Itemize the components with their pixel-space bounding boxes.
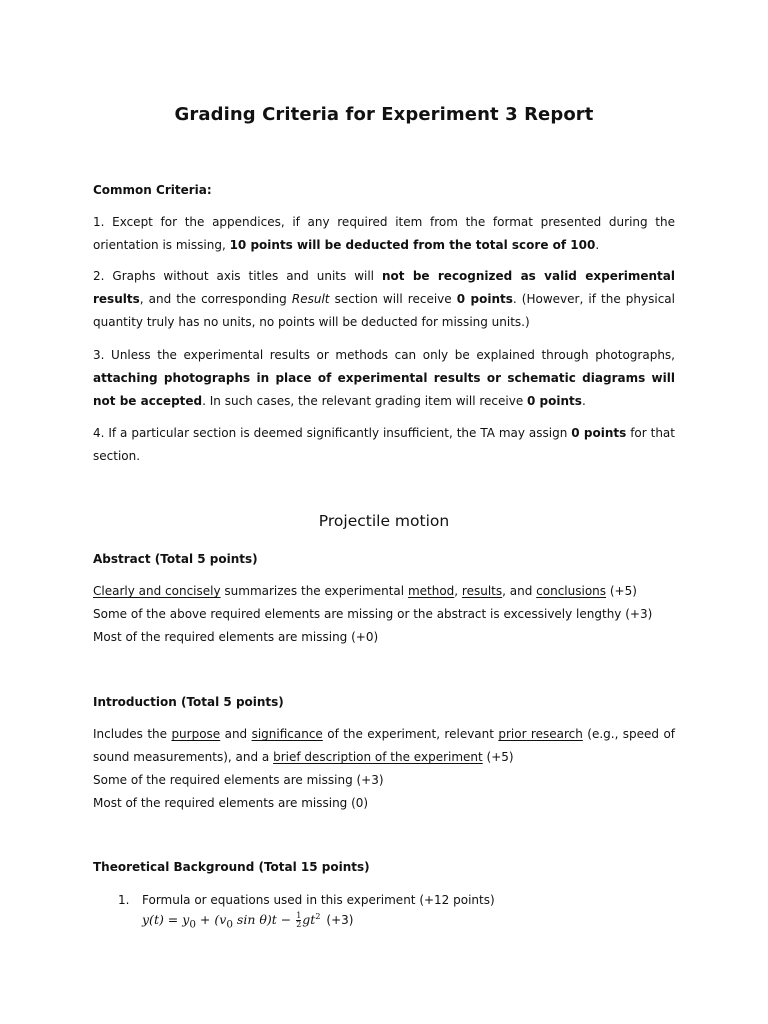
theory-item-number: 1. bbox=[118, 893, 130, 907]
common-criteria-heading: Common Criteria: bbox=[93, 183, 212, 197]
criterion-1-end: . bbox=[595, 238, 600, 252]
intro-text-1: Includes the bbox=[93, 727, 172, 741]
criterion-3-text: 3. Unless the experimental results or methods can only be explained through photographs, bbox=[93, 348, 675, 362]
criterion-2-points: 0 points bbox=[456, 292, 513, 306]
intro-underline-significance: significance bbox=[251, 727, 323, 741]
equation-sub-0: 0 bbox=[189, 918, 196, 931]
criterion-2-emphasis: not be recognized as valid experimental results bbox=[93, 269, 675, 306]
criterion-3 bbox=[93, 344, 675, 413]
criterion-2-italic: Result bbox=[291, 292, 330, 306]
section-title: Projectile motion bbox=[318, 512, 450, 530]
theory-heading: Theoretical Background (Total 15 points) bbox=[93, 860, 370, 874]
intro-underline-prior-research: prior research bbox=[498, 727, 583, 741]
criterion-1-emphasis: 10 points will be deducted from the total score of 100 bbox=[229, 238, 596, 252]
theory-item-1 bbox=[118, 889, 495, 912]
abstract-underline-1: Clearly and concisely bbox=[93, 584, 221, 598]
document-title: Grading Criteria for Experiment 3 Report bbox=[174, 104, 594, 125]
abstract-points-1: (+5) bbox=[606, 584, 637, 598]
intro-text-4: (e.g., speed of sound measurements), and a bbox=[93, 727, 676, 764]
criterion-3-emphasis: attaching photographs in place of experimental results or schematic diagrams will not be accepted bbox=[93, 371, 675, 408]
criterion-2-text-3: section will receive bbox=[329, 292, 457, 306]
criterion-3-points: 0 points bbox=[527, 394, 582, 408]
criterion-2-text: 2. Graphs without axis titles and units will bbox=[93, 269, 382, 283]
intro-text-2: and bbox=[220, 727, 252, 741]
fraction-numerator: 1 bbox=[296, 911, 302, 921]
abstract-underline-conclusions: conclusions bbox=[536, 584, 607, 598]
equation-gt: gt bbox=[302, 912, 316, 928]
criterion-1 bbox=[93, 211, 675, 257]
intro-points-1: (+5) bbox=[482, 750, 514, 764]
equation-points: (+3) bbox=[326, 913, 354, 928]
criterion-4-text: 4. If a particular section is deemed significantly insufficient, the TA may assign bbox=[93, 426, 572, 440]
criterion-4-points: 0 points bbox=[571, 426, 627, 440]
intro-underline-description: brief description of the experiment bbox=[273, 750, 483, 764]
abstract-text-1: summarizes the experimental bbox=[220, 584, 408, 598]
abstract-line-1 bbox=[93, 580, 675, 603]
introduction-line-2: Some of the required elements are missing (+3) bbox=[93, 773, 384, 787]
abstract-underline-method: method bbox=[407, 584, 455, 598]
abstract-criteria bbox=[93, 580, 675, 649]
abstract-line-2: Some of the above required elements are missing or the abstract is excessively lengthy (+3) bbox=[93, 607, 653, 621]
projectile-equation bbox=[142, 912, 353, 931]
fraction-denominator: 2 bbox=[296, 920, 302, 930]
equation-superscript: 2 bbox=[315, 912, 321, 921]
introduction-line-3: Most of the required elements are missing (0) bbox=[93, 796, 369, 810]
abstract-text-2: , and bbox=[502, 584, 537, 598]
intro-underline-purpose: purpose bbox=[171, 727, 221, 741]
introduction-heading: Introduction (Total 5 points) bbox=[93, 695, 284, 709]
criterion-4 bbox=[93, 422, 675, 468]
introduction-criteria bbox=[93, 723, 675, 815]
criterion-2 bbox=[93, 265, 675, 334]
criterion-3-end: . bbox=[581, 394, 586, 408]
equation-fraction bbox=[296, 912, 301, 929]
equation-sin: sin θ)t − bbox=[232, 912, 296, 928]
equation-mid: + (v bbox=[195, 912, 227, 928]
introduction-line-1 bbox=[93, 723, 675, 769]
abstract-comma-1: , bbox=[454, 584, 462, 598]
intro-text-3: of the experiment, relevant bbox=[322, 727, 499, 741]
criterion-2-text-2: , and the corresponding bbox=[139, 292, 292, 306]
criterion-2-end: . (However, if the physical quantity truly has no units, no points will be deducted for missing units.) bbox=[93, 292, 675, 329]
abstract-underline-results: results bbox=[461, 584, 503, 598]
criterion-4-end: for that section. bbox=[93, 426, 675, 463]
equation-lhs: y(t) = y bbox=[142, 912, 190, 928]
criterion-1-text: 1. Except for the appendices, if any required item from the format presented during the orientation is missing, bbox=[93, 215, 675, 252]
theory-item-text: Formula or equations used in this experiment (+12 points) bbox=[142, 893, 495, 907]
criterion-3-text-2: . In such cases, the relevant grading item will receive bbox=[202, 394, 528, 408]
abstract-line-3: Most of the required elements are missing (+0) bbox=[93, 630, 379, 644]
equation-sub-1: 0 bbox=[226, 918, 233, 931]
abstract-heading: Abstract (Total 5 points) bbox=[93, 552, 258, 566]
